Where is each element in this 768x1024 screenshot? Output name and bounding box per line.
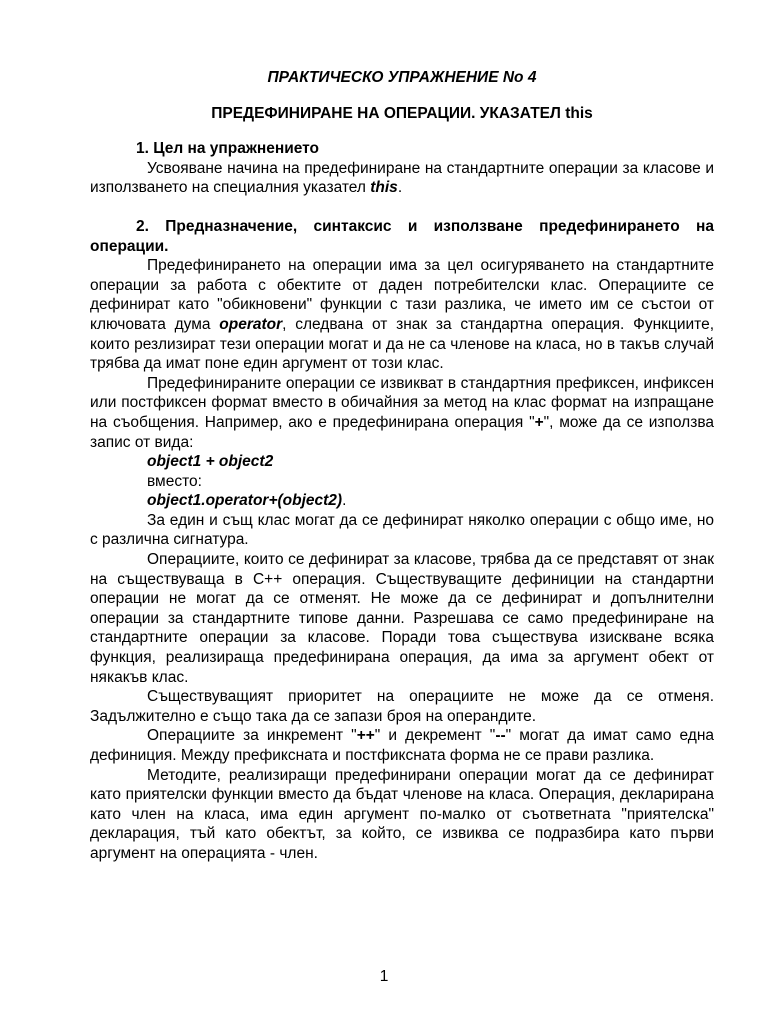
decrement-symbol: -- [495, 727, 506, 745]
paragraph-2-text-after: ", може да се използва запис от вида: [90, 413, 714, 451]
section-2-heading: 2. Предназначение, синтаксис и използване предефинирането на операции. [90, 217, 714, 255]
plus-symbol: + [534, 413, 544, 431]
paragraph-6-text-after: " могат да имат само една дефиниция. Между префиксната и постфиксната форма не се прави разлика. [90, 727, 714, 764]
paragraph-6-text-mid: " и декремент " [374, 727, 496, 745]
page-title: ПРАКТИЧЕСКО УПРАЖНЕНИЕ No 4 [267, 69, 537, 86]
section-1-text [90, 159, 714, 198]
paragraph-7: Методите, реализиращи предефинирани операции могат да се дефинират като приятелски функции вместо да бъдат членове на класа. Операция, декларирана като член на класа, има един аргумент по-малко от съответната "приятелска" декларация, тъй като обектът, за който, се извиква се подразбира като първи аргумент на операцията - член. [90, 766, 714, 862]
section-1-heading: 1. Цел на упражнението [136, 140, 320, 158]
paragraph-6-text: Операциите за инкремент " [147, 727, 357, 745]
paragraph-4: Операциите, които се дефинират за класове, трябва да се представят от знак на съществуваща в C++ операция. Съществуващите дефиниции на стандартни операции не могат да се отменят. Не може да се дефинират и допълнителни операции за стандартните типове данни. Разрешава се само предефиниране на стандартните операции за класове. Поради това съществува изискване всяка функция, реализираща предефинирана операция, да има за аргумент обект от някакъв клас. [90, 551, 714, 686]
code-example-2-line [90, 491, 714, 511]
this-keyword: this [370, 179, 398, 197]
operator-keyword: operator [219, 315, 283, 333]
paragraph-1-text-after: , следвана от знак за стандартна операция. Функциите, които резлизират тези операции могат и да не са членове на класа, но в такъв случай трябва да имат поне един аргумент от този клас. [90, 315, 715, 373]
instead-label: вместо: [147, 472, 202, 490]
paragraph-2-text: Предефинираните операции се извикват в стандартния префиксен, инфиксен или постфиксен формат вместо в обичайния за метод на клас формат на изпращане на съобщения. Например, ако е предефинирана операция " [90, 374, 714, 431]
code-example-2-period: . [342, 492, 347, 510]
subtitle-keyword: this [565, 104, 593, 122]
page-number: 1 [379, 968, 389, 985]
paragraph-1-text: Предефинирането на операции има за цел осигуряването на стандартните операции за работа с обектите от даден потребителски клас. Операциите се дефинират като "обикновени" функции с тази разлика, че името им се състои от ключовата дума [90, 257, 714, 333]
increment-symbol: ++ [356, 727, 375, 745]
code-example-2: object1.operator+(object2) [147, 492, 343, 510]
section-1-text-after: . [397, 179, 403, 197]
paragraph-3: За един и същ клас могат да се дефинират няколко операции с общо име, но с различна сигнатура. [90, 511, 714, 549]
paragraph-1 [90, 256, 714, 374]
section-1-text-before: Усвояване начина на предефиниране на стандартните операции за класове и използването на специалния указател [90, 159, 714, 197]
code-example-1: object1 + object2 [147, 453, 274, 471]
document-page [90, 68, 714, 864]
spacer [90, 198, 714, 217]
paragraph-6 [90, 726, 714, 765]
subtitle-text: ПРЕДЕФИНИРАНЕ НА ОПЕРАЦИИ. УКАЗАТЕЛ [211, 104, 561, 122]
paragraph-5: Съществуващият приоритет на операциите не може да се отменя. Задължително е също така да се запази броя на операндите. [90, 688, 714, 725]
page-subtitle [90, 104, 714, 124]
paragraph-2 [90, 374, 714, 452]
